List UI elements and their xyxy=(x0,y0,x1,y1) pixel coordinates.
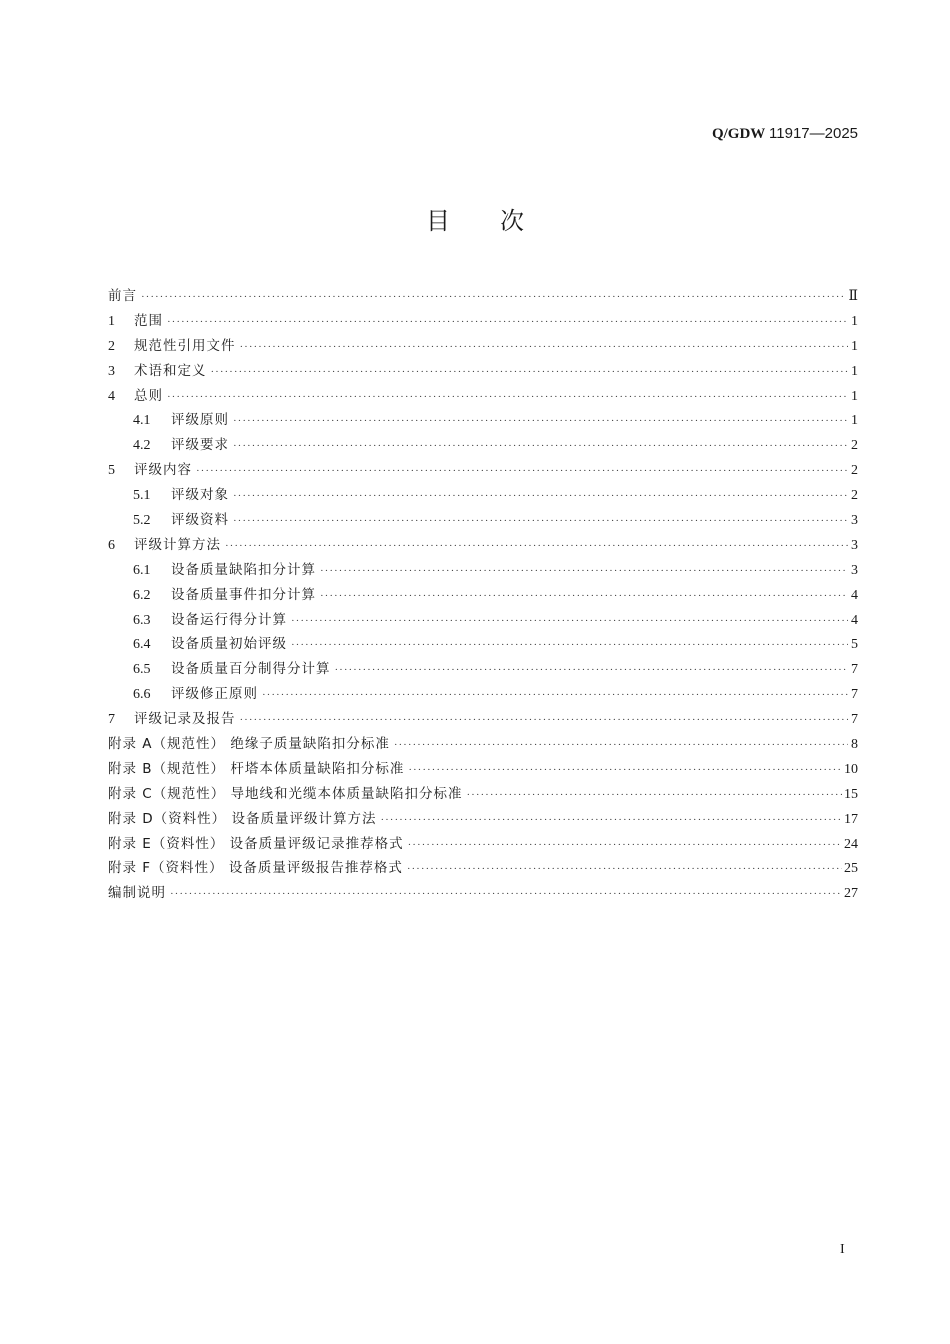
table-of-contents xyxy=(108,284,858,906)
toc-leader-dots xyxy=(467,783,842,808)
toc-entry-page: 27 xyxy=(844,886,858,902)
toc-entry-label: 评级原则 xyxy=(171,412,229,429)
toc-leader-dots xyxy=(380,808,842,833)
toc-entry-label: 评级资料 xyxy=(171,512,229,529)
toc-entry[interactable] xyxy=(108,757,858,782)
toc-entry-page: 8 xyxy=(851,737,858,753)
toc-leader-dots xyxy=(408,758,842,783)
toc-entry-label: 总则 xyxy=(134,387,163,404)
toc-entry-number: 6.3 xyxy=(133,612,151,628)
toc-leader-dots xyxy=(291,633,848,658)
toc-leader-dots xyxy=(407,857,842,882)
toc-entry-label: 范围 xyxy=(134,312,163,329)
toc-leader-dots xyxy=(211,360,849,385)
toc-leader-dots xyxy=(233,484,848,509)
toc-entry[interactable] xyxy=(108,807,858,832)
page-number: I xyxy=(840,1242,845,1257)
toc-entry-label: 设备运行得分计算 xyxy=(171,611,287,628)
toc-entry[interactable] xyxy=(108,359,858,384)
toc-entry-page: Ⅱ xyxy=(848,289,858,304)
toc-entry-label: 设备质量缺陷扣分计算 xyxy=(171,561,316,578)
toc-leader-dots xyxy=(141,285,846,310)
toc-entry-number: 4.1 xyxy=(133,413,151,429)
toc-leader-dots xyxy=(291,609,848,634)
toc-entry-page: 4 xyxy=(851,587,858,603)
toc-entry-label: 评级计算方法 xyxy=(134,536,221,553)
toc-entry-number: 4 xyxy=(108,388,115,404)
toc-leader-dots xyxy=(233,509,848,534)
toc-entry-label: 附录 F（资料性） 设备质量评级报告推荐格式 xyxy=(108,860,403,877)
toc-entry-number: 7 xyxy=(108,712,115,728)
toc-leader-dots xyxy=(320,584,848,609)
toc-entry[interactable] xyxy=(108,384,858,409)
toc-entry-page: 1 xyxy=(851,413,858,429)
toc-entry-label: 附录 D（资料性） 设备质量评级计算方法 xyxy=(108,810,377,827)
toc-entry-number: 5.2 xyxy=(133,513,151,529)
toc-entry-number: 1 xyxy=(108,313,115,329)
toc-entry[interactable] xyxy=(108,334,858,359)
toc-entry-number: 6.2 xyxy=(133,587,151,603)
toc-leader-dots xyxy=(394,733,848,758)
toc-entry[interactable] xyxy=(108,881,858,906)
toc-leader-dots xyxy=(170,882,842,907)
toc-leader-dots xyxy=(240,335,849,360)
toc-entry-number: 6 xyxy=(108,537,115,553)
toc-entry-number: 6.5 xyxy=(133,662,151,678)
toc-entry[interactable] xyxy=(108,558,858,583)
toc-leader-dots xyxy=(225,534,848,559)
toc-entry-label: 附录 E（资料性） 设备质量评级记录推荐格式 xyxy=(108,835,404,852)
toc-leader-dots xyxy=(408,833,842,858)
toc-entry[interactable] xyxy=(108,856,858,881)
toc-entry-number: 5.1 xyxy=(133,488,151,504)
toc-entry-page: 5 xyxy=(851,637,858,653)
toc-entry-page: 7 xyxy=(851,712,858,728)
toc-leader-dots xyxy=(233,434,848,459)
toc-entry-page: 25 xyxy=(844,861,858,877)
toc-leader-dots xyxy=(167,385,848,410)
toc-entry-page: 1 xyxy=(851,363,858,379)
toc-entry-page: 7 xyxy=(851,662,858,678)
toc-leader-dots xyxy=(262,683,848,708)
toc-entry-label: 附录 A（规范性） 绝缘子质量缺陷扣分标准 xyxy=(108,736,390,753)
toc-entry[interactable] xyxy=(108,657,858,682)
toc-entry[interactable] xyxy=(108,832,858,857)
toc-entry[interactable] xyxy=(108,309,858,334)
toc-leader-dots xyxy=(233,409,848,434)
toc-entry[interactable] xyxy=(108,483,858,508)
toc-entry-number: 2 xyxy=(108,338,115,354)
toc-entry[interactable] xyxy=(108,707,858,732)
toc-entry-label: 评级要求 xyxy=(171,437,229,454)
toc-entry[interactable] xyxy=(108,508,858,533)
toc-entry[interactable] xyxy=(108,284,858,309)
toc-entry-label: 评级记录及报告 xyxy=(134,711,236,728)
toc-entry-page: 3 xyxy=(851,537,858,553)
toc-entry-label: 设备质量初始评级 xyxy=(171,636,287,653)
toc-entry-page: 1 xyxy=(851,388,858,404)
toc-entry-page: 17 xyxy=(844,811,858,827)
toc-entry[interactable] xyxy=(108,608,858,633)
toc-entry-label: 评级内容 xyxy=(134,462,192,479)
toc-leader-dots xyxy=(320,559,848,584)
standard-code-number: 11917—2025 xyxy=(769,125,858,142)
toc-entry-label: 前言 xyxy=(108,288,137,304)
toc-entry[interactable] xyxy=(108,732,858,757)
toc-entry-page: 3 xyxy=(851,513,858,529)
toc-entry-label: 评级对象 xyxy=(171,487,229,504)
toc-entry-label: 设备质量百分制得分计算 xyxy=(171,661,331,678)
toc-entry-page: 10 xyxy=(844,761,858,777)
standard-code xyxy=(712,124,858,144)
toc-entry[interactable] xyxy=(108,408,858,433)
toc-entry-label: 附录 C（规范性） 导地线和光缆本体质量缺陷扣分标准 xyxy=(108,785,463,802)
toc-entry[interactable] xyxy=(108,533,858,558)
toc-entry-number: 6.6 xyxy=(133,687,151,703)
toc-entry[interactable] xyxy=(108,458,858,483)
standard-code-prefix: Q/GDW xyxy=(711,126,766,142)
toc-entry-page: 4 xyxy=(851,612,858,628)
toc-entry[interactable] xyxy=(108,682,858,707)
toc-entry-page: 1 xyxy=(851,338,858,354)
toc-entry-number: 3 xyxy=(108,363,115,379)
toc-entry-label: 编制说明 xyxy=(108,885,166,902)
toc-entry-number: 6.1 xyxy=(133,562,151,578)
toc-entry-label: 术语和定义 xyxy=(134,362,207,379)
toc-entry-page: 24 xyxy=(844,836,858,852)
toc-entry-page: 7 xyxy=(851,687,858,703)
toc-entry[interactable] xyxy=(108,433,858,458)
toc-entry-number: 6.4 xyxy=(133,637,151,653)
toc-leader-dots xyxy=(167,310,848,335)
toc-leader-dots xyxy=(196,459,848,484)
toc-entry-page: 3 xyxy=(851,562,858,578)
toc-entry-page: 2 xyxy=(851,463,858,479)
toc-entry[interactable] xyxy=(108,583,858,608)
toc-entry-label: 设备质量事件扣分计算 xyxy=(171,586,316,603)
toc-entry[interactable] xyxy=(108,782,858,807)
toc-entry-number: 4.2 xyxy=(133,438,151,454)
toc-entry-page: 15 xyxy=(844,786,858,802)
toc-entry-page: 2 xyxy=(851,488,858,504)
toc-entry-page: 1 xyxy=(851,313,858,329)
toc-entry-number: 5 xyxy=(108,463,115,479)
toc-entry-label: 规范性引用文件 xyxy=(134,337,236,354)
toc-entry-label: 附录 B（规范性） 杆塔本体质量缺陷扣分标准 xyxy=(108,760,405,777)
toc-entry-page: 2 xyxy=(851,438,858,454)
page-title: 目次 xyxy=(426,207,574,235)
toc-entry[interactable] xyxy=(108,632,858,657)
toc-entry-label: 评级修正原则 xyxy=(171,686,258,703)
toc-leader-dots xyxy=(335,658,849,683)
toc-leader-dots xyxy=(240,708,849,733)
